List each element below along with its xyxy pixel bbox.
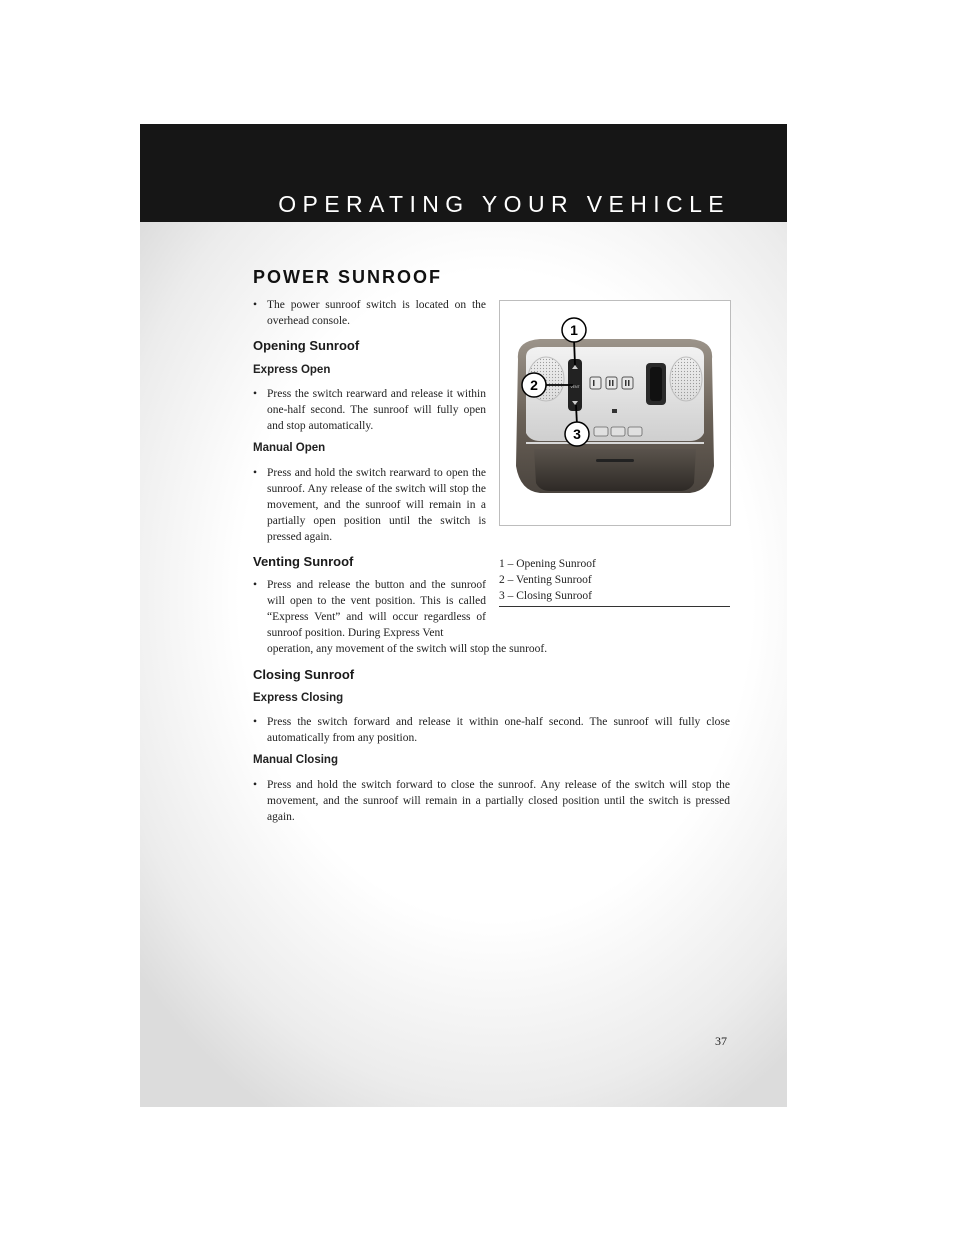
- bullet-dot: •: [253, 779, 258, 791]
- manual-closing-bullet: [253, 777, 730, 825]
- sensor-icon: [612, 409, 617, 413]
- overhead-console-figure: [499, 300, 731, 526]
- sunglass-tray: [534, 449, 696, 491]
- page-number: 37: [715, 1034, 727, 1048]
- bullet-dot: •: [253, 716, 258, 728]
- opening-sunroof-heading: Opening Sunroof: [253, 338, 360, 353]
- section-title: POWER SUNROOF: [253, 267, 443, 287]
- switch-label: VENT: [570, 385, 580, 389]
- express-open-bullet: [253, 386, 486, 434]
- callout-2-label: 2: [530, 377, 538, 393]
- caption-item: 3 – Closing Sunroof: [499, 590, 592, 602]
- bullet-dot: •: [253, 579, 258, 591]
- chapter-title: OPERATING YOUR VEHICLE: [278, 191, 730, 217]
- console-button: [628, 427, 642, 436]
- callout-line: [574, 339, 575, 365]
- manual-closing-heading: Manual Closing: [253, 754, 338, 766]
- express-closing-bullet: [253, 714, 730, 746]
- console-button: [611, 427, 625, 436]
- bullet-text: The power sunroof switch is located on the overhead console.: [267, 299, 486, 327]
- manual-page: [140, 124, 787, 1107]
- bullet-dot: •: [253, 388, 258, 400]
- right-map-light: [670, 357, 702, 401]
- console-button: [590, 377, 601, 389]
- callout-1-label: 1: [570, 322, 578, 338]
- caption-item: 2 – Venting Sunroof: [499, 574, 592, 586]
- express-open-heading: Express Open: [253, 364, 331, 376]
- console-button: [622, 377, 633, 389]
- bullet-text: Press and hold the switch rearward to open the sunroof. Any release of the switch will stop the movement, and the sunroof will remain in a partially open position until the switch is pressed again.: [267, 467, 486, 543]
- closing-sunroof-heading: Closing Sunroof: [253, 667, 355, 682]
- bullet-text: Press and release the button and the sunroof will open to the vent position. This is called “Express Vent” and will occur regardless of sunroof position. During Express Vent: [267, 579, 486, 639]
- bullet-text: Press the switch forward and release it within one-half second. The sunroof will fully close automatically from any position.: [267, 716, 730, 744]
- intro-bullet: [253, 297, 486, 329]
- console-button: [594, 427, 608, 436]
- manual-open-bullet: [253, 465, 486, 545]
- header-band: [140, 124, 787, 222]
- venting-sunroof-heading: Venting Sunroof: [253, 554, 354, 569]
- bullet-text: Press and hold the switch forward to close the sunroof. Any release of the switch will stop the movement, and the sunroof will remain in a partially closed position until the switch is pressed again.: [267, 779, 730, 823]
- bullet-dot: •: [253, 467, 258, 479]
- bullet-dot: •: [253, 299, 258, 311]
- tray-handle: [596, 459, 634, 462]
- venting-bullet-continued: operation, any movement of the switch will stop the sunroof.: [267, 643, 548, 655]
- console-button: [606, 377, 617, 389]
- caption-item: 1 – Opening Sunroof: [499, 558, 596, 570]
- manual-open-heading: Manual Open: [253, 442, 326, 454]
- venting-bullet: [253, 577, 486, 641]
- chrome-strip: [526, 442, 704, 444]
- figure-caption: [499, 556, 730, 607]
- callout-3-label: 3: [573, 426, 581, 442]
- overhead-console-illustration: [500, 301, 730, 525]
- bullet-text: Press the switch rearward and release it within one-half second. The sunroof will fully open and stop automatically.: [267, 388, 486, 432]
- express-closing-heading: Express Closing: [253, 692, 344, 704]
